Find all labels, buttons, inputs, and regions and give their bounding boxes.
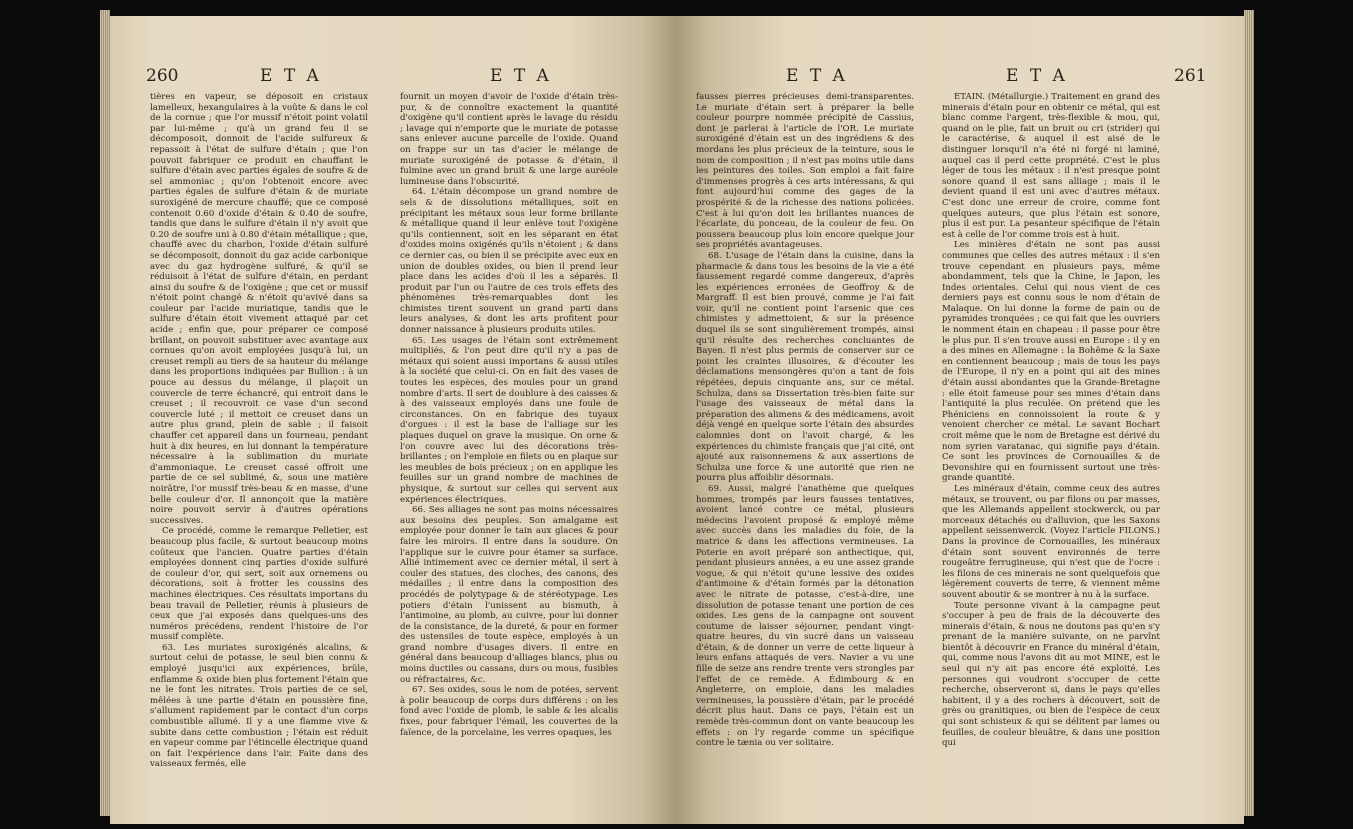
right-page-edge (1244, 10, 1254, 816)
paragraph: 65. Les usages de l'étain sont extrêmement multipliés, & l'on peut dire qu'il n'y a pas de métaux qui soient aussi importans & aussi utiles à la société que celui-ci. On en fait des vases de toutes les espèces, des moules pour un grand nombre d'arts. Il sert de doublure à des caisses & à des vaisseaux employés dans une foule de circonstances. On en fabrique des tuyaux d'orgues : il est la base de l'alliage sur les plaques duquel on grave la musique. On orne & l'on couvre avec lui des décorations très-brillantes ; on l'emploie en filets ou en plaque sur les meubles de bois précieux ; on en applique les feuilles sur un grand nombre de machines de physique, & surtout sur celles qui servent aux expériences électriques. (400, 335, 618, 505)
left-page (110, 16, 676, 824)
paragraph: ÉTAIN. (Métallurgie.) Traitement en grand des minerais d'étain pour en obtenir ce métal, qui est blanc comme l'argent, très-flexible & mou, qui, quand on le plie, fait un bruit ou cri (strider) qui le caractérise, & auquel il est aisé de le distinguer lorsqu'il n'a été ni forgé ni laminé, auquel cas il perd cette propriété. C'est le plus léger de tous les métaux : il n'est presque point sonore quand il est sans alliage ; mais il le devient quand il est uni avec d'autres métaux. C'est donc une erreur de croire, comme font quelques auteurs, que plus l'étain est sonore, plus il est pur. La pesanteur spécifique de l'étain est à celle de l'or comme trois est à huit. (942, 92, 1160, 240)
paragraph: fausses pierres précieuses demi-transparentes. Le muriate d'étain sert à préparer la belle couleur pourpre nommée précipité de Cassius, dont je parlerai à l'article de l'OR. Le muriate suroxigéné d'étain est un des ingrédiens & des mordans les plus précieux de la teinture, sous le nom de composition ; il n'est pas moins utile dans les peintures des toiles. Son emploi a fait faire d'immenses progrès à ces arts intéressans, & qui font aujourd'hui comme des gages de la prospérité & de la richesse des nations policées. C'est à lui qu'on doit les brillantes nuances de l'écarlate, du ponceau, de la couleur de feu. On poussera beaucoup plus loin encore quelque jour ses propriétés avantageuses. (696, 92, 914, 251)
paragraph: 64. L'étain décompose un grand nombre de sels & de dissolutions métalliques, soit en précipitant les métaux sous leur forme brillante & métallique quand il leur enlève tout l'oxigène qu'ils contiennent, soit en les séparant en état d'oxides moins oxigénés qu'ils n'étoient ; & dans ce dernier cas, ou bien il se précipite avec eux en union de doubles oxides, ou bien il prend leur place dans les acides d'où il les a séparés. Il produit par l'un ou l'autre de ces trois effets des phénomènes très-remarquables dont les chimistes tirent souvent un grand parti dans leurs analyses, & dont les arts profitent pour donner naissance à plusieurs produits utiles. (400, 187, 618, 336)
left-page-header-left: E T A (260, 66, 322, 86)
paragraph: Les minières d'étain ne sont pas aussi communes que celles des autres métaux : il s'en trouve cependant en plusieurs pays, même abondamment, tels que la Chine, le Japon, les Indes orientales. Celui qui nous vient de ces derniers pays est connu sous le nom d'étain de Malaque. On lui donne la forme de pain ou de pyramides tronquées ; ce qui fait que les ouvriers le nomment étain en chapeau : il passe pour être le plus pur. Il s'en trouve aussi en Europe : il y en a des mines en Allemagne : la Bohême & la Saxe en contiennent beaucoup ; mais de tous les pays de l'Europe, il n'y en a point qui ait des mines d'étain aussi abondantes que la Grande-Bretagne : elle étoit fameuse pour ses mines d'étain dans l'antiquité la plus reculée. On prétend que les Phéniciens en connoissoient la route & y venoient chercher ce métal. Le savant Bochart croit même que le nom de Bretagne est dérivé du nom syrien varatanac, qui signifie pays d'étain. Ce sont les provinces de Cornouailles & de Devonshire qui en fournissent surtout une très-grande quantité. (942, 240, 1160, 484)
paragraph: Ce procédé, comme le remarque Pelletier, est beaucoup plus facile, & surtout beaucoup moins coûteux que l'ancien. Quatre parties d'étain employées donnent cinq parties d'oxide sulfuré de couleur d'or, qui sert, soit aux ornemens ou décorations, soit à frotter les coussins des machines électriques. Ces résultats importans du beau travail de Pelletier, réunis à plusieurs de ceux que j'ai exposés dans quelques-uns des numéros précédens, rendent l'histoire de l'or mussif complète. (150, 526, 368, 643)
right-page-header-left: E T A (786, 66, 848, 86)
paragraph: Toute personne vivant à la campagne peut s'occuper à peu de frais de la découverte des minerais d'étain, & nous ne doutons pas qu'en s'y prenant de la manière suivante, on ne parvînt bientôt à découvrir en France du minéral d'étain, qui, comme nous l'avons dit au mot MINE, est le seul qui n'y ait pas encore été exploité. Les personnes qui voudront s'occuper de cette recherche, observeront si, dans le pays qu'elles habitent, il y a des rochers à découvert, soit de grès ou granitiques, ou bien de l'espèce de ceux qui sont schisteux & qui se délitent par lames ou feuilles, de couleur bleuâtre, & dans une position qui (942, 600, 1160, 749)
paragraph: 69. Aussi, malgré l'anathème que quelques hommes, trompés par leurs fausses tentatives, avoient lancé contre ce métal, plusieurs médecins l'avoient proposé & employé même avec succès dans les maladies du foie, de la matrice & dans les affections vermineuses. La Poterie en avoit préparé son anthectique, qui, pendant plusieurs années, a eu une assez grande vogue, & qui n'étoit qu'une lessive des oxides d'antimoine & d'étain formés par la détonation avec le nitrate de potasse, c'est-à-dire, une dissolution de potasse tenant une portion de ces oxides. Les gens de la campagne ont souvent coutume de laisser séjourner, pendant vingt-quatre heures, du vin sucré dans un vaisseau d'étain, & de donner un verre de cette liqueur à leurs enfans attaqués de vers. Navier a vu une fille de seize ans rendre trente vers strongles par l'effet de ce remède. A Édimbourg & en Angleterre, on emploie, dans les maladies vermineuses, la poussière d'étain, par le procédé décrit plus haut. Dans ce pays, l'étain est un remède très-commun dont on vante beaucoup les effets : on l'y regarde comme un spécifique contre le tænia ou ver solitaire. (696, 483, 914, 749)
left-page-column-2 (400, 92, 618, 808)
paragraph: 66. Ses alliages ne sont pas moins nécessaires aux besoins des peuples. Son amalgame est employée pour donner le tain aux glaces & pour faire les miroirs. Il entre dans la soudure. On l'applique sur le cuivre pour étamer sa surface. Allié intimement avec ce dernier métal, il sert à couler des statues, des cloches, des canons, des médailles ; il entre dans la composition des procédés de polytypage & de stéréotypage. Les potiers d'étain l'unissent au bismuth, à l'antimoine, au plomb, au cuivre, pour lui donner de la consistance, de la dureté, & pour en former des ustensiles de toute espèce, employés à un grand nombre d'usages divers. Il entre en général dans beaucoup d'alliages blancs, plus ou moins ductiles ou cassans, durs ou mous, fusibles ou réfractaires, &c. (400, 505, 618, 685)
left-page-number: 260 (146, 66, 179, 86)
paragraph: 67. Ses oxides, sous le nom de potées, servent à polir beaucoup de corps durs différens : on les fond avec l'oxide de plomb, le sable & les alcalis fixes, pour fabriquer l'émail, les couvertes de la faïence, de la porcelaine, les verres opaques, les (400, 685, 618, 738)
left-page-column-1 (150, 92, 368, 808)
right-page-column-1 (696, 92, 914, 808)
paragraph: 68. L'usage de l'étain dans la cuisine, dans la pharmacie & dans tous les besoins de la vie a été faussement regardé comme dangereux, d'après les expériences erronées de Geoffroy & de Margraff. Il est bien prouvé, comme je l'ai fait voir, qu'il ne contient point l'arsenic que ces chimistes y admettoient, & sur la présence duquel ils se sont singulièrement trompés, ainsi qu'il résulte des recherches concluantes de Bayen. Il n'est plus permis de conserver sur ce point les craintes illusoires, & d'écouter les déclamations mensongères qu'on a tant de fois répétées, depuis cinquante ans, sur ce métal. Schulza, dans sa Dissertation très-bien faite sur l'usage des vaisseaux de métal dans la préparation des alimens & des médicamens, avoit déjà vengé en quelque sorte l'étain des absurdes calomnies dont on l'avoit chargé, & les expériences du chimiste français que j'ai cité, ont ajouté aux raisonnemens & aux assertions de Schulza une force & une autorité que rien ne pourra plus affoiblir désormais. (696, 250, 914, 484)
right-page-column-2 (942, 92, 1160, 808)
right-page-number: 261 (1174, 66, 1207, 86)
paragraph: fournit un moyen d'avoir de l'oxide d'étain très-pur, & de connoître exactement la quantité d'oxigène qu'il contient après le lavage du résidu ; lavage qui n'emporte que le muriate de potasse sans enlever aucune parcelle de l'oxide. Quand on frappe sur un tas d'acier le mélange de muriate suroxigéné de potasse & d'étain, il fulmine avec un grand bruit & une large auréole lumineuse dans l'obscurité. (400, 92, 618, 187)
paragraph: 63. Les muriates suroxigénés alcalins, & surtout celui de potasse, le seul bien connu & employé jusqu'ici aux expériences, brûle, enflamme & oxide bien plus fortement l'étain que ne le font les nitrates. Trois parties de ce sel, mêlées à une partie d'étain en poussière fine, s'allument rapidement par le contact d'un corps combustible allumé. Il y a une flamme vive & subite dans cette combustion ; l'étain est réduit en vapeur comme par l'étincelle électrique quand on fait l'expérience dans l'air. Faite dans des vaisseaux fermés, elle (150, 642, 368, 770)
paragraph: Les minéraux d'étain, comme ceux des autres métaux, se trouvent, ou par filons ou par masses, que les Allemands appellent stockwerck, ou par morceaux détachés ou d'alluvion, que les Saxons appellent seissenwerck. (Voyez l'article FILONS.) Dans la province de Cornouailles, les minéraux d'étain sont souvent environnés de terre rougeâtre ferrugineuse, qui n'est que de l'ocre : les filons de ces minerais ne sont quelquefois que légèrement couverts de terre, & viennent même souvent aboutir & se montrer à nu à la surface. (942, 483, 1160, 600)
right-page (676, 16, 1244, 824)
paragraph: tières en vapeur, se déposoit en cristaux lamelleux, hexangulaires à la voûte & dans le col de la cornue ; que l'or mussif n'étoit point volatil par lui-même ; qu'à un grand feu il se décomposoit, donnoit de l'acide sulfureux & repassoit à l'état de sulfure d'étain ; que l'on pouvoit fabriquer ce produit en chauffant le sulfure d'étain avec parties égales de soufre & de sel ammoniac ; qu'on l'obtenoit encore avec parties égales de sulfure d'étain & de muriate suroxigéné de mercure chauffé; que ce composé contenoit 0.60 d'oxide d'étain & 0.40 de soufre, tandis que dans le sulfure d'étain il n'y avoit que 0.20 de soufre uni à 0.80 d'étain métallique ; que, chauffé avec du charbon, l'oxide d'étain sulfuré se décomposoit, donnoit du gaz acide carbonique avec du gaz hydrogène sulfuré, & qu'il se réduisoit à l'état de sulfure d'étain, en perdant ainsi du soufre & de l'oxigène ; que cet or mussif n'étoit point changé & n'étoit qu'avivé dans sa couleur par l'acide muriatique, tandis que le sulfure d'étain étoit vivement attaqué par cet acide ; enfin que, pour préparer ce composé brillant, on pouvoit substituer avec avantage aux cornues qu'on avoit employées jusqu'à lui, un creuset rempli au tiers de sa hauteur du mélange dans les proportions indiquées par Bullion : à un pouce au dessus du mélange, il plaçoit un couvercle de terre échancré, qui entroit dans le creuset ; il recouvroit ce vase d'un second couvercle luté ; il mettoit ce creuset dans un autre plus grand, plein de sable ; il faisoit chauffer cet appareil dans un fourneau, pendant huit à dix heures, en lui donnant la température nécessaire à la sublimation du muriate d'ammoniaque. Le creuset cassé offroit une partie de ce sel sublimé, &, sous une matière noirâtre, l'or mussif très-beau & en masse, d'une belle couleur d'or. Il annonçoit que la matière noire pouvoit servir à d'autres opérations successives. (150, 92, 368, 526)
left-page-header-right: E T A (490, 66, 552, 86)
right-page-header-right: E T A (1006, 66, 1068, 86)
left-page-edge (100, 10, 110, 816)
